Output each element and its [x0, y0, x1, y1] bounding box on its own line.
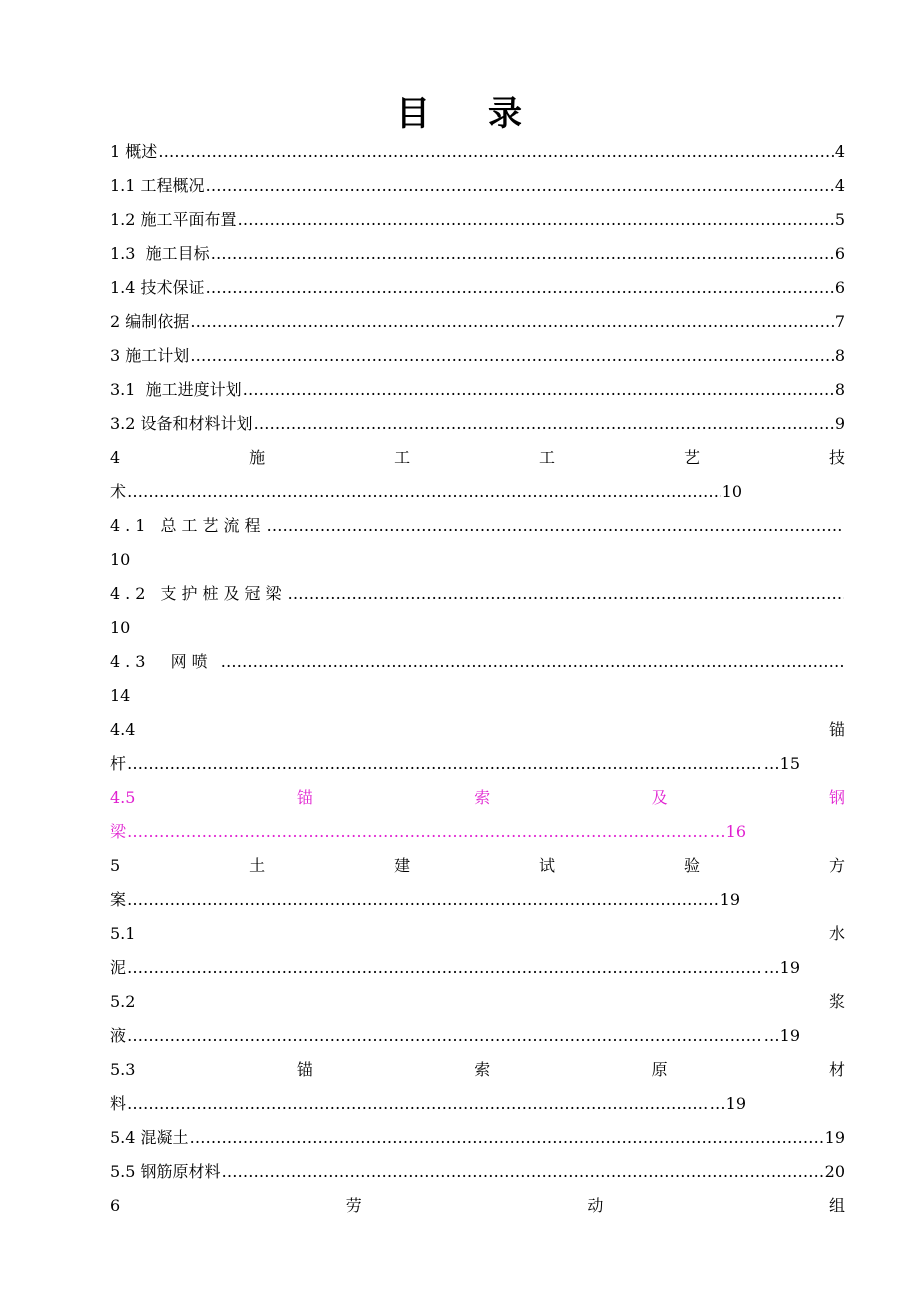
leader-dots: [127, 820, 709, 844]
toc-entry-spread[interactable]: 6 劳 动 组: [110, 1196, 845, 1215]
page-number: …16: [709, 822, 746, 841]
leader-dots: [127, 888, 719, 912]
toc-entry[interactable]: 4.2 支护桩及冠梁 ……………………………………………………………………………………………………………………………………………………………………………………: [110, 582, 845, 606]
toc-entry-continued[interactable]: 杆 …………………………………………………………………………………………………………………………………………………………………………………… …15: [110, 752, 800, 776]
leader-dots: [190, 1126, 824, 1150]
toc-entry-continued[interactable]: 泥 …………………………………………………………………………………………………………………………………………………………………………………… …19: [110, 956, 800, 980]
toc-entry[interactable]: 4.3 网喷 ……………………………………………………………………………………………………………………………………………………………………………………: [110, 650, 845, 674]
page-number: 9: [834, 414, 845, 433]
leader-dots: [158, 140, 834, 164]
page-number: 8: [834, 380, 845, 399]
leader-dots: [190, 310, 834, 334]
page-number: …15: [763, 754, 800, 773]
title-char-1: 目: [396, 94, 432, 134]
toc-entry[interactable]: 3.1 施工进度计划 …………………………………………………………………………………………………………………………………………………………………………………… 8: [110, 378, 845, 402]
page-number: 10: [110, 550, 131, 569]
page-number: 4: [834, 142, 845, 161]
leader-dots: [238, 208, 834, 232]
toc-entry-continued[interactable]: 料 …………………………………………………………………………………………………………………………………………………………………………………… …19: [110, 1092, 746, 1116]
page-number: 6: [834, 278, 845, 297]
toc-entry[interactable]: 1.1 工程概况 …………………………………………………………………………………………………………………………………………………………………………………… 4: [110, 174, 845, 198]
toc-entry[interactable]: 3.2 设备和材料计划 …………………………………………………………………………………………………………………………………………………………………………………… 9: [110, 412, 845, 436]
toc-entry-spread[interactable]: 5.1 水: [110, 924, 845, 943]
leader-dots: [127, 752, 763, 776]
title-char-2: 录: [488, 94, 524, 134]
toc-entry[interactable]: 2 编制依据 …………………………………………………………………………………………………………………………………………………………………………………… 7: [110, 310, 845, 334]
leader-dots: [254, 412, 834, 436]
leader-dots: [222, 1160, 824, 1184]
page-title: [0, 86, 920, 135]
toc-entry[interactable]: 3 施工计划 …………………………………………………………………………………………………………………………………………………………………………………… 8: [110, 344, 845, 368]
toc-entry-spread-highlighted[interactable]: 4.5 锚 索 及 钢: [110, 788, 845, 807]
toc-entry-continued[interactable]: 液 …………………………………………………………………………………………………………………………………………………………………………………… …19: [110, 1024, 800, 1048]
toc-entry-spread[interactable]: 4 施 工 工 艺 技: [110, 448, 845, 467]
page-number: 4: [834, 176, 845, 195]
leader-dots: [127, 480, 721, 504]
toc-entry-continued-highlighted[interactable]: 梁 …………………………………………………………………………………………………………………………………………………………………………………… …16: [110, 820, 746, 844]
toc-entry-spread[interactable]: 5.3 锚 索 原 材: [110, 1060, 845, 1079]
leader-dots: [127, 956, 763, 980]
page-number: 5: [834, 210, 845, 229]
page-number: 19: [719, 890, 740, 909]
toc-entry[interactable]: 1.2 施工平面布置 …………………………………………………………………………………………………………………………………………………………………………………… 5: [110, 208, 845, 232]
toc-entry[interactable]: 1 概述 …………………………………………………………………………………………………………………………………………………………………………………… 4: [110, 140, 845, 164]
toc-entry-spread[interactable]: 5 土 建 试 验 方: [110, 856, 845, 875]
page-number: 20: [824, 1162, 845, 1181]
leader-dots: [127, 1024, 763, 1048]
page-number: …19: [763, 1026, 800, 1045]
leader-dots: [267, 514, 844, 538]
page-number: 10: [721, 482, 742, 501]
toc-entry-continued[interactable]: 案 …………………………………………………………………………………………………………………………………………………………………………………… 19: [110, 888, 740, 912]
leader-dots: [206, 174, 834, 198]
leader-dots: [211, 242, 834, 266]
leader-dots: [127, 1092, 709, 1116]
page-number: 7: [834, 312, 845, 331]
toc-entry[interactable]: 1.3 施工目标 …………………………………………………………………………………………………………………………………………………………………………………… 6: [110, 242, 845, 266]
leader-dots: [243, 378, 834, 402]
page-number: 8: [834, 346, 845, 365]
toc-entry[interactable]: 5.4 混凝土 …………………………………………………………………………………………………………………………………………………………………………………… 19: [110, 1126, 845, 1150]
page-number: …19: [709, 1094, 746, 1113]
toc-entry-continued[interactable]: 术 …………………………………………………………………………………………………………………………………………………………………………………… 10: [110, 480, 742, 504]
leader-dots: [288, 582, 844, 606]
leader-dots: [206, 276, 834, 300]
toc-entry[interactable]: 4.1 总工艺流程 ……………………………………………………………………………………………………………………………………………………………………………………: [110, 514, 845, 538]
leader-dots: [190, 344, 834, 368]
page-number: 10: [110, 618, 131, 637]
page-number: 14: [110, 686, 131, 705]
page-number: …19: [763, 958, 800, 977]
toc-entry-spread[interactable]: 5.2 浆: [110, 992, 845, 1011]
page-number: 19: [824, 1128, 845, 1147]
toc-entry-spread[interactable]: 4.4 锚: [110, 720, 845, 739]
toc-entry[interactable]: 1.4 技术保证 …………………………………………………………………………………………………………………………………………………………………………………… 6: [110, 276, 845, 300]
leader-dots: [221, 650, 844, 674]
page-number: 6: [834, 244, 845, 263]
toc-entry[interactable]: 5.5 钢筋原材料 …………………………………………………………………………………………………………………………………………………………………………………… 20: [110, 1160, 845, 1184]
